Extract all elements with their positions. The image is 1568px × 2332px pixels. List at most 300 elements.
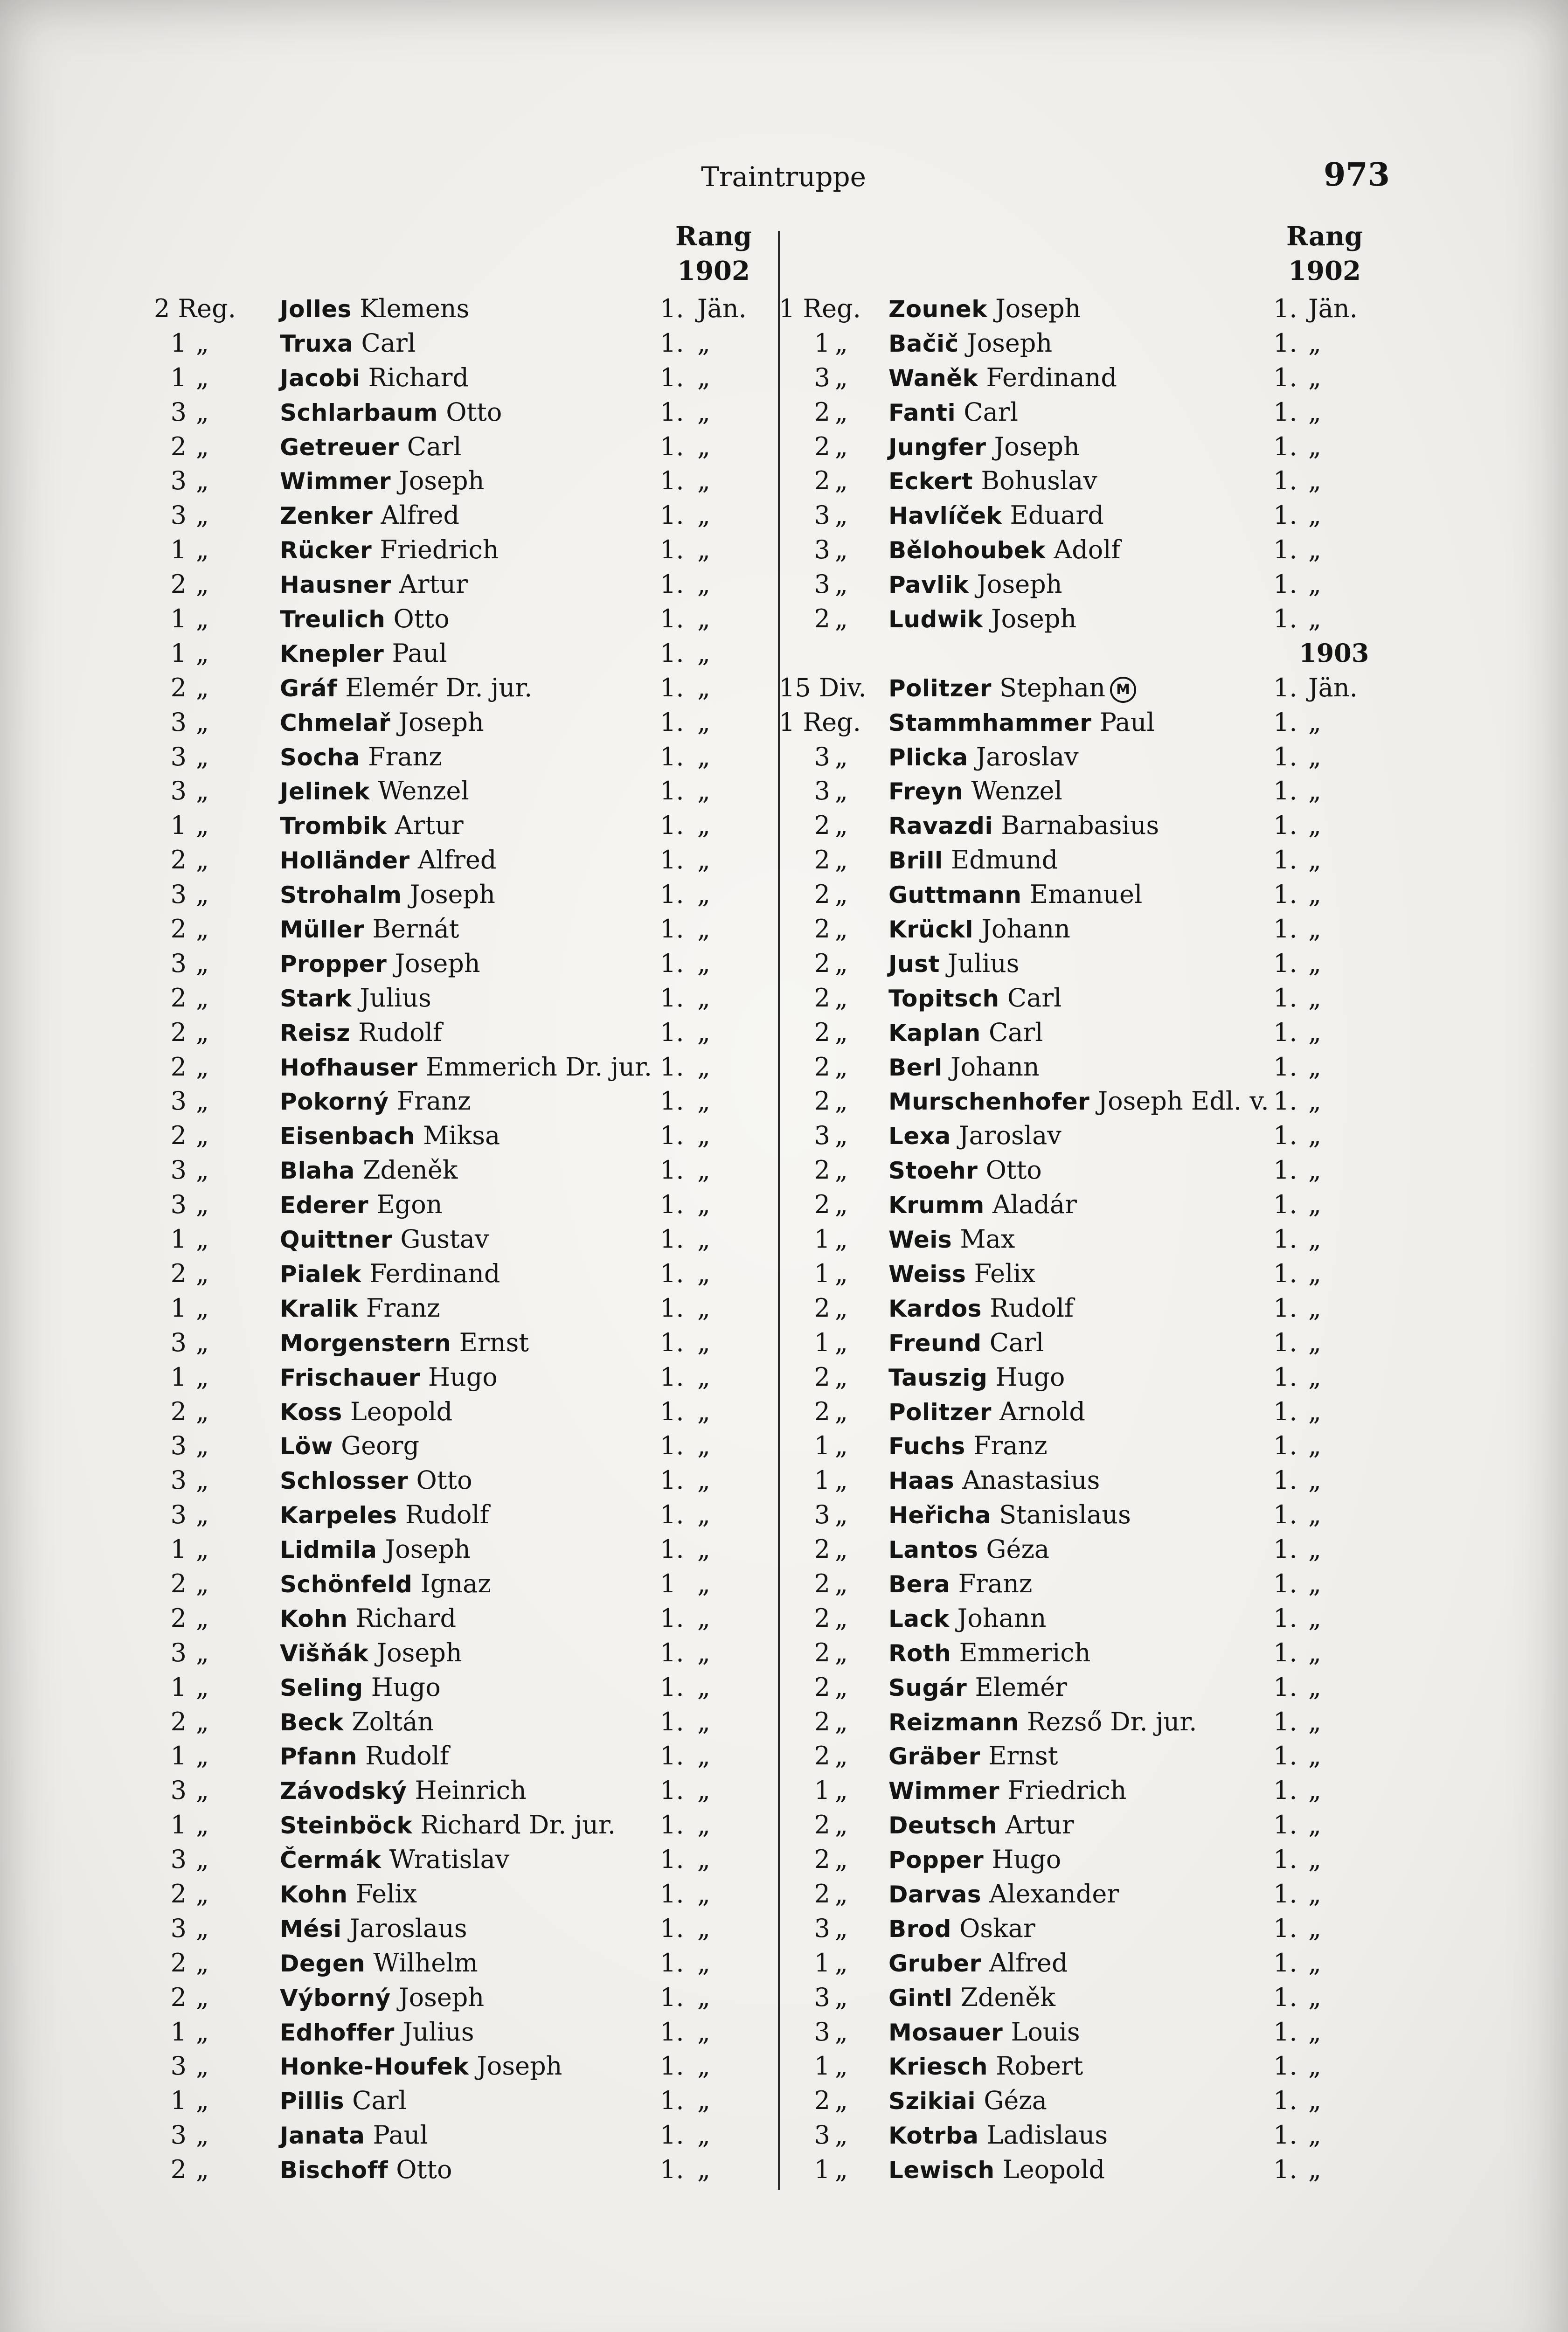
person-name — [888, 1326, 1044, 1361]
rank-day: 1. — [660, 1776, 684, 1805]
roster-entry — [779, 2152, 1385, 2187]
surname: Kotrba — [888, 2122, 979, 2150]
person-name — [888, 1222, 1015, 1257]
rank-month: „ — [697, 1431, 710, 1461]
ditto-mark: „ — [196, 1431, 209, 1461]
rank-day: 1. — [660, 2051, 684, 2081]
rank-day: 1. — [660, 1500, 684, 1530]
rank-day: 1. — [1273, 1776, 1297, 1805]
unit-designation: 3 — [170, 1190, 187, 1220]
ditto-mark: „ — [196, 983, 209, 1013]
rank-month: „ — [1308, 1155, 1321, 1185]
surname: Seling — [280, 1674, 363, 1701]
ditto-mark: „ — [196, 914, 209, 944]
person-name — [888, 2015, 1080, 2050]
right-rank-header — [1278, 219, 1371, 288]
surname: Eckert — [888, 468, 973, 495]
rank-day: 1. — [660, 1948, 684, 1978]
surname: Waněk — [888, 364, 978, 392]
given-name: Alfred — [381, 500, 460, 530]
ditto-mark: „ — [835, 1155, 848, 1185]
unit-designation: 1 — [170, 2086, 187, 2116]
ditto-mark: „ — [835, 431, 848, 461]
ditto-mark: „ — [196, 1258, 209, 1288]
surname: Reisz — [280, 1019, 350, 1047]
given-name: Otto — [416, 1465, 472, 1495]
ditto-mark: „ — [196, 1086, 209, 1116]
given-name: Wenzel — [378, 776, 469, 806]
unit-designation: 1 — [814, 1224, 830, 1254]
rank-day: 1. — [660, 1638, 684, 1667]
person-name — [280, 1187, 443, 1223]
ditto-mark: „ — [835, 1672, 848, 1702]
roster-entry — [779, 1773, 1385, 1808]
rank-label: Rang — [1286, 221, 1363, 252]
unit-designation: 3 — [170, 2120, 187, 2150]
person-name — [888, 1567, 1032, 1602]
rank-month: „ — [1308, 1052, 1321, 1082]
unit-designation: 1 — [170, 1672, 187, 1702]
unit-designation: 2 — [814, 914, 830, 944]
surname: Beck — [280, 1708, 344, 1736]
rank-day: 1. — [660, 1810, 684, 1840]
roster-entry — [779, 808, 1385, 843]
rank-day: 1. — [1273, 1258, 1297, 1288]
rank-day: 1. — [660, 1224, 684, 1254]
unit-designation: 3 — [170, 2051, 187, 2081]
rank-month: „ — [1308, 1327, 1321, 1357]
rank-day: 1. — [1273, 535, 1297, 565]
rank-day: 1. — [660, 1327, 684, 1357]
person-name — [280, 1532, 471, 1568]
rank-day: 1. — [660, 673, 684, 702]
ditto-mark: „ — [196, 1741, 209, 1771]
roster-entry — [779, 1739, 1385, 1773]
given-name: Rudolf — [990, 1293, 1074, 1323]
unit-designation: 3 — [170, 1776, 187, 1805]
rank-day: 1. — [1273, 1190, 1297, 1220]
given-name: Julius — [360, 983, 431, 1013]
ditto-mark: „ — [196, 1810, 209, 1840]
given-name: Joseph — [991, 604, 1077, 634]
person-name — [280, 636, 447, 672]
roster-entry — [779, 912, 1385, 946]
rank-day: 1 — [660, 1569, 676, 1598]
ditto-mark: „ — [196, 1534, 209, 1564]
given-name: Joseph — [966, 328, 1053, 358]
person-name — [888, 981, 1062, 1016]
unit-designation: 2 — [170, 1707, 187, 1736]
given-name: Wilhelm — [373, 1948, 478, 1978]
given-name: Hugo — [995, 1362, 1065, 1392]
given-name: Zdeněk — [960, 1982, 1056, 2012]
given-name: Heinrich — [415, 1776, 527, 1805]
person-name — [888, 2152, 1105, 2188]
person-name — [888, 1463, 1100, 1499]
ditto-mark: „ — [835, 1190, 848, 1220]
rank-month: „ — [1308, 1500, 1321, 1530]
given-name: Wratislav — [389, 1845, 510, 1874]
person-name — [888, 326, 1052, 361]
rank-month: „ — [697, 1672, 710, 1702]
ditto-mark: „ — [835, 811, 848, 840]
person-name — [280, 1326, 529, 1361]
unit-designation: 2 — [814, 431, 830, 461]
given-name: Egon — [376, 1190, 443, 1220]
given-name: Friedrich — [1007, 1776, 1127, 1805]
ditto-mark: „ — [835, 1362, 848, 1392]
unit-designation: 3 — [814, 500, 830, 530]
surname: Višňák — [280, 1639, 369, 1667]
given-name: Franz — [958, 1569, 1033, 1598]
rank-month: „ — [697, 1982, 710, 2012]
surname: Bera — [888, 1570, 951, 1598]
ditto-mark: „ — [835, 2120, 848, 2150]
roster-entry — [154, 705, 765, 740]
rank-month: „ — [1308, 1913, 1321, 1943]
given-name: Carl — [988, 1017, 1043, 1047]
surname: Lidmila — [280, 1536, 377, 1564]
ditto-mark: „ — [196, 1052, 209, 1082]
surname: Pfann — [280, 1743, 357, 1770]
given-name: Emanuel — [1029, 880, 1143, 909]
ditto-mark: „ — [196, 2120, 209, 2150]
given-name: Elemér Dr. jur. — [345, 673, 533, 702]
given-name: Carl — [407, 431, 462, 461]
rank-day: 1. — [660, 1913, 684, 1943]
unit-designation: 3 — [170, 1500, 187, 1530]
person-name — [280, 1153, 458, 1188]
roster-entry — [779, 1463, 1385, 1498]
unit-designation: 2 — [814, 983, 830, 1013]
person-name — [888, 1429, 1048, 1464]
rank-day: 1. — [660, 466, 684, 496]
surname: Heřicha — [888, 1502, 992, 1529]
surname: Politzer — [888, 1398, 992, 1426]
given-name: Paul — [1099, 707, 1155, 737]
person-name — [280, 1395, 452, 1430]
unit-designation: 1 Reg. — [779, 294, 861, 323]
rank-month: „ — [697, 2051, 710, 2081]
surname: Popper — [888, 1846, 984, 1874]
surname: Blaha — [280, 1157, 355, 1185]
given-name: Stanislaus — [999, 1500, 1131, 1530]
rank-month: „ — [697, 1465, 710, 1495]
page-number: 973 — [1324, 156, 1390, 194]
rank-month: „ — [697, 1052, 710, 1082]
rank-day: 1. — [660, 638, 684, 668]
surname: Bačič — [888, 330, 959, 357]
unit-designation: 3 — [170, 500, 187, 530]
surname: Jungfer — [888, 433, 986, 461]
rank-month: „ — [1308, 1362, 1321, 1392]
left-roster-column — [154, 292, 765, 2187]
unit-designation: 15 Div. — [779, 673, 867, 702]
given-name: Otto — [985, 1155, 1042, 1185]
rank-month: „ — [1308, 569, 1321, 599]
military-badge-icon: M — [1110, 677, 1136, 703]
surname: Lantos — [888, 1536, 978, 1564]
surname: Bischoff — [280, 2157, 389, 2184]
roster-entry — [154, 2118, 765, 2152]
unit-designation: 3 — [170, 707, 187, 737]
surname: Getreuer — [280, 433, 399, 461]
rank-day: 1. — [1273, 914, 1297, 944]
rank-day: 1. — [660, 500, 684, 530]
roster-entry — [154, 464, 765, 498]
unit-designation: 2 — [814, 1534, 830, 1564]
rank-day: 1. — [1273, 742, 1297, 771]
person-name — [888, 1670, 1067, 1706]
surname: Darvas — [888, 1881, 981, 1908]
rank-day: 1. — [660, 535, 684, 565]
surname: Kohn — [280, 1881, 348, 1908]
given-name: Rezső Dr. jur. — [1027, 1707, 1197, 1736]
roster-entry — [779, 1808, 1385, 1842]
person-name — [888, 671, 1136, 706]
roster-entry — [154, 912, 765, 946]
person-name — [280, 1567, 491, 1602]
rank-month: „ — [697, 1603, 710, 1633]
rank-month: „ — [1308, 1396, 1321, 1426]
person-name — [280, 1842, 509, 1878]
rank-month: „ — [1308, 845, 1321, 875]
surname: Výborný — [280, 1984, 391, 2012]
ditto-mark: „ — [196, 604, 209, 634]
given-name: Julius — [948, 948, 1020, 978]
ditto-mark: „ — [835, 914, 848, 944]
roster-entry — [779, 2083, 1385, 2118]
roster-entry — [779, 843, 1385, 877]
rank-day: 1. — [660, 1879, 684, 1909]
roster-entry — [779, 1015, 1385, 1050]
surname: Wimmer — [280, 468, 391, 495]
rank-month: „ — [697, 1569, 710, 1598]
roster-entry — [779, 1636, 1385, 1670]
rank-month: „ — [697, 500, 710, 530]
ditto-mark: „ — [835, 1776, 848, 1805]
unit-designation: 2 — [814, 1362, 830, 1392]
ditto-mark: „ — [196, 1121, 209, 1151]
ditto-mark: „ — [835, 2017, 848, 2047]
unit-designation: 2 — [170, 569, 187, 599]
roster-entry — [154, 1084, 765, 1118]
unit-designation: 2 — [170, 1603, 187, 1633]
rank-day: 1. — [1273, 983, 1297, 1013]
unit-designation: 1 — [170, 1362, 187, 1392]
surname: Socha — [280, 743, 360, 771]
surname: Bělohoubek — [888, 537, 1046, 564]
ditto-mark: „ — [196, 1845, 209, 1874]
rank-day: 1. — [660, 2017, 684, 2047]
given-name: Carl — [361, 328, 416, 358]
person-name — [280, 1256, 500, 1292]
rank-month: Jän. — [1308, 294, 1358, 323]
given-name: Johann — [957, 1603, 1047, 1633]
given-name: Franz — [973, 1431, 1048, 1461]
unit-designation: 2 — [814, 845, 830, 875]
surname: Havlíček — [888, 502, 1002, 530]
roster-entry — [154, 1015, 765, 1050]
roster-entry — [154, 1118, 765, 1153]
ditto-mark: „ — [196, 673, 209, 702]
roster-entry — [779, 1980, 1385, 2015]
rank-month: „ — [697, 1845, 710, 1874]
unit-designation: 1 — [814, 1327, 830, 1357]
surname: Pialek — [280, 1260, 361, 1288]
given-name: Jaroslaus — [349, 1913, 467, 1943]
given-name: Zdeněk — [363, 1155, 458, 1185]
rank-day: 1. — [1273, 1879, 1297, 1909]
rank-month: „ — [697, 2017, 710, 2047]
roster-entry — [154, 808, 765, 843]
unit-designation: 2 — [814, 1569, 830, 1598]
given-name: Barnabasius — [1001, 811, 1159, 840]
roster-entry — [154, 1808, 765, 1842]
ditto-mark: „ — [196, 397, 209, 427]
person-name — [280, 602, 450, 637]
rank-day: 1. — [1273, 1534, 1297, 1564]
unit-designation: 3 — [170, 948, 187, 978]
rank-month: „ — [697, 535, 710, 565]
rank-day: 1. — [660, 776, 684, 806]
given-name: Julius — [402, 2017, 474, 2047]
rank-day: 1. — [660, 914, 684, 944]
unit-designation: 1 — [814, 2155, 830, 2185]
given-name: Anastasius — [962, 1465, 1100, 1495]
roster-entry — [779, 602, 1385, 636]
roster-entry — [779, 1222, 1385, 1256]
roster-entry — [779, 1842, 1385, 1877]
roster-entry — [779, 1187, 1385, 1222]
roster-entry — [154, 1532, 765, 1567]
ditto-mark: „ — [835, 1224, 848, 1254]
roster-entry — [779, 1256, 1385, 1291]
person-name — [888, 2049, 1083, 2084]
given-name: Leopold — [1002, 2155, 1105, 2185]
given-name: Zoltán — [352, 1707, 434, 1736]
ditto-mark: „ — [835, 1948, 848, 1978]
surname: Závodský — [280, 1777, 407, 1805]
roster-entry — [154, 774, 765, 808]
unit-designation: 1 — [170, 535, 187, 565]
unit-designation: 3 — [814, 1913, 830, 1943]
rank-day: 1. — [1273, 1396, 1297, 1426]
person-name — [280, 1050, 652, 1085]
rank-day: 1. — [1273, 845, 1297, 875]
given-name: Rudolf — [358, 1017, 442, 1047]
unit-designation: 3 — [170, 1638, 187, 1667]
person-name — [888, 430, 1080, 465]
rank-month: „ — [697, 328, 710, 358]
ditto-mark: „ — [835, 2051, 848, 2081]
roster-entry — [779, 464, 1385, 498]
unit-designation: 3 — [170, 1431, 187, 1461]
rank-day: 1. — [1273, 1121, 1297, 1151]
person-name — [888, 946, 1020, 982]
rank-day: 1. — [660, 2120, 684, 2150]
person-name — [280, 671, 532, 706]
given-name: Joseph — [395, 948, 480, 978]
rank-day: 1. — [1273, 2155, 1297, 2185]
given-name: Franz — [366, 1293, 440, 1323]
surname: Szikiai — [888, 2088, 976, 2115]
unit-designation: 2 — [170, 2155, 187, 2185]
person-name — [280, 774, 469, 809]
surname: Stoehr — [888, 1157, 978, 1185]
rank-month: „ — [697, 2120, 710, 2150]
ditto-mark: „ — [196, 1190, 209, 1220]
surname: Sugár — [888, 1674, 967, 1701]
rank-day: 1. — [660, 1707, 684, 1736]
rank-day: 1. — [660, 742, 684, 771]
given-name: Hugo — [992, 1845, 1062, 1874]
given-name: Arnold — [999, 1396, 1085, 1426]
surname: Gintl — [888, 1984, 953, 2012]
rank-month: „ — [1308, 466, 1321, 496]
given-name: Joseph — [409, 880, 495, 909]
ditto-mark: „ — [196, 1017, 209, 1047]
person-name — [888, 1877, 1119, 1912]
rank-month: „ — [697, 604, 710, 634]
page-title: Traintruppe — [701, 161, 866, 193]
unit-designation: 2 — [814, 1155, 830, 1185]
given-name: Edmund — [951, 845, 1058, 875]
rank-month: „ — [1308, 811, 1321, 840]
surname: Schlarbaum — [280, 399, 438, 426]
ditto-mark: „ — [835, 535, 848, 565]
surname: Hofhauser — [280, 1054, 418, 1081]
surname: Jolles — [280, 296, 352, 323]
person-name — [888, 1532, 1049, 1568]
rank-month: „ — [697, 1810, 710, 1840]
rank-day: 1. — [660, 1052, 684, 1082]
given-name: Jaroslav — [976, 742, 1079, 771]
roster-entry — [779, 1118, 1385, 1153]
unit-designation: 1 — [170, 362, 187, 392]
person-name — [888, 2118, 1108, 2153]
rank-day: 1. — [660, 1603, 684, 1633]
given-name: Otto — [396, 2155, 452, 2185]
unit-designation: 2 — [170, 845, 187, 875]
person-name — [888, 740, 1079, 775]
rank-day: 1. — [1273, 1569, 1297, 1598]
rank-month: „ — [697, 1500, 710, 1530]
ditto-mark: „ — [196, 948, 209, 978]
unit-designation: 3 — [170, 1845, 187, 1874]
person-name — [888, 602, 1076, 637]
person-name — [888, 1739, 1058, 1774]
unit-designation: 3 — [814, 1982, 830, 2012]
roster-entry — [154, 1256, 765, 1291]
ditto-mark: „ — [196, 466, 209, 496]
roster-entry — [779, 1498, 1385, 1532]
ditto-mark: „ — [835, 1396, 848, 1426]
unit-designation: 2 — [814, 1879, 830, 1909]
rank-day: 1. — [1273, 1845, 1297, 1874]
rank-day: 1. — [1273, 776, 1297, 806]
rank-day: 1. — [1273, 1672, 1297, 1702]
given-name: Carl — [352, 2086, 407, 2116]
rank-month: „ — [1308, 2155, 1321, 2185]
ditto-mark: „ — [835, 1982, 848, 2012]
roster-entry — [154, 1601, 765, 1636]
unit-designation: 1 — [170, 811, 187, 840]
unit-designation: 3 — [170, 880, 187, 909]
rank-day: 1. — [1273, 1052, 1297, 1082]
person-name — [888, 292, 1081, 327]
person-name — [280, 361, 469, 396]
